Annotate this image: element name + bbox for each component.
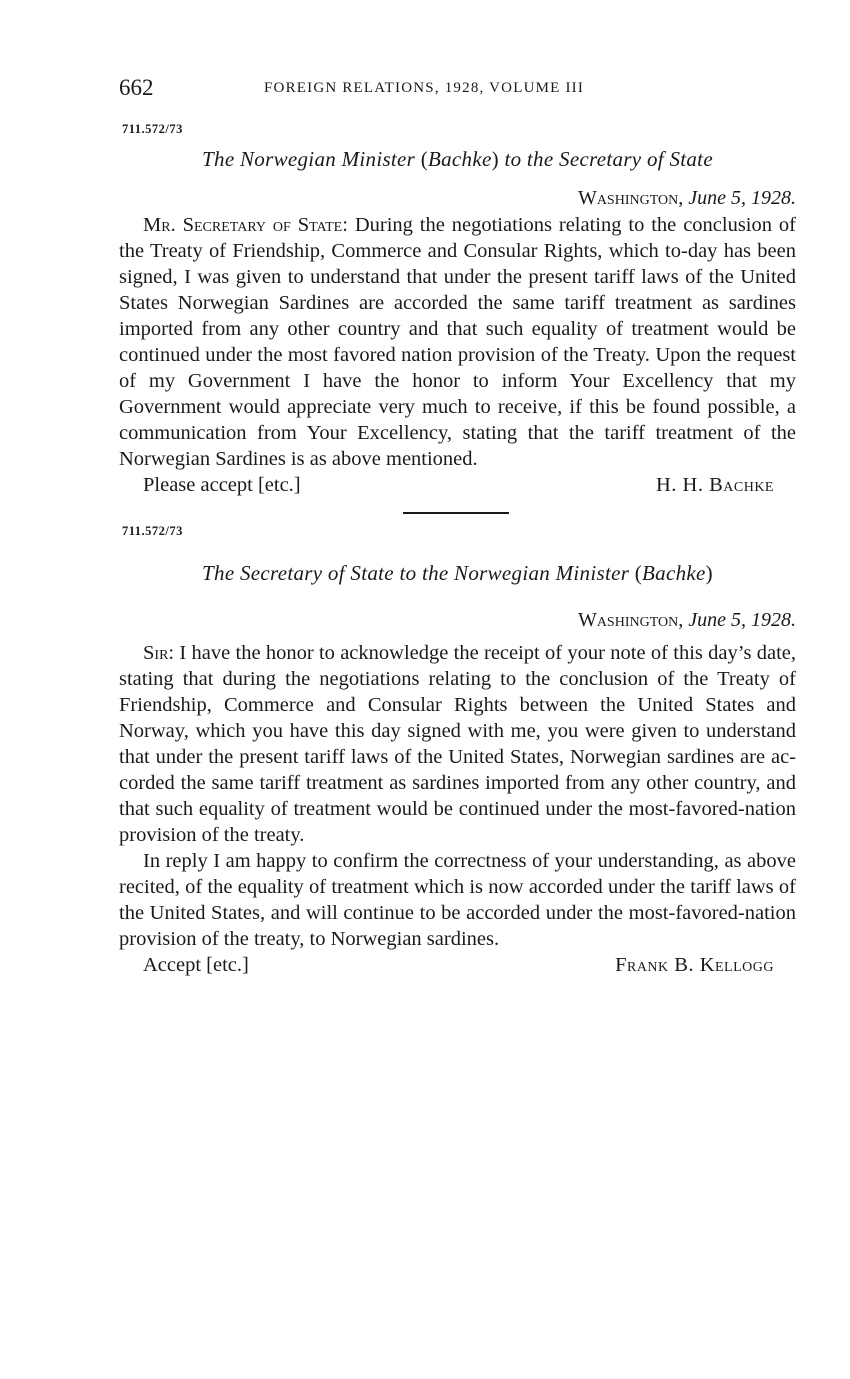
title-text: The Norwegian Minister: [202, 147, 421, 171]
complimentary-close: Accept [etc.]: [143, 954, 249, 976]
page-header: [119, 70, 796, 104]
title-paren-close: ): [491, 147, 499, 171]
title-name: Bachke: [428, 147, 492, 171]
title-text-end: to the Secretary of State: [498, 147, 713, 171]
closing-line: [119, 472, 796, 498]
dateline: [119, 186, 796, 210]
salutation: Sir:: [143, 642, 175, 664]
section-divider: [403, 512, 509, 514]
complimentary-close: Please accept [etc.]: [143, 474, 301, 496]
paragraph-text: I have the honor to acknowledge the receipt of your note of this day’s date, stating that during the negotiations relating to the conclusion of the Treaty of Friendship, Commerce and Consular Rights between the United States and Norway, which you have this day signed with me, you were given to understand that under the present tariff laws of the United States, Norwegian sardines are accorded the same tariff treatment as sardines imported from any other country, and that such equality of treatment would be continued under the most-favored-nation provision of the treaty.: [119, 642, 796, 846]
dateline-place: Washington,: [577, 187, 684, 209]
closing-line: [119, 952, 796, 978]
signature: H. H. Bachke: [655, 474, 774, 496]
dateline-place: Washington,: [577, 609, 684, 631]
title-paren-open: (: [634, 561, 643, 585]
title-paren-close: ): [705, 561, 713, 585]
document-page: [119, 70, 796, 978]
document-title: [119, 147, 796, 172]
page-number: 662: [119, 75, 154, 100]
document-title: [119, 561, 796, 586]
title-text: The Secretary of State to the Norwegian Minister: [202, 561, 635, 585]
paragraph-text: During the negotiations relating to the conclusion of the Treaty of Friendship, Commerce and Consular Rights, which to-day has been signed, I was given to understand that under the present tariff laws of the United States Norwegian Sardines are accorded the same tariff treatment as sardines imported from any other country and that such equality of treatment would be continued under the most favored nation provision of the Treaty. Upon the request of my Government I have the honor to inform Your Excellency that my Government would appreciate very much to receive, if this be found possible, a communication from Your Excellency, stating that the tariff treatment of the Norwegian Sardines is as above mentioned.: [119, 214, 796, 470]
dateline-date: June 5, 1928.: [688, 609, 796, 631]
title-name: Bachke: [642, 561, 706, 585]
dateline: [119, 608, 796, 632]
file-number: 711.572/73: [122, 524, 183, 538]
file-number: 711.572/73: [122, 122, 183, 136]
signature: Frank B. Kellogg: [615, 954, 774, 976]
running-head: FOREIGN RELATIONS, 1928, VOLUME III: [264, 80, 585, 96]
letter-paragraph: [119, 212, 796, 472]
letter-paragraph: [119, 640, 796, 848]
salutation: Mr. Secretary of State:: [143, 214, 348, 236]
document-secretary-to-bachke: [119, 524, 796, 978]
dateline-date: June 5, 1928.: [688, 187, 796, 209]
letter-paragraph: In reply I am happy to confirm the correctness of your understanding, as above recited, of the equality of treatment which is now accorded under the tariff laws of the United States, and will continue to be accorded under the most-favored-nation provision of the treaty, to Norwegian sardines.: [119, 850, 796, 950]
document-bachke-to-secretary: [119, 122, 796, 498]
title-paren-open: (: [420, 147, 428, 171]
